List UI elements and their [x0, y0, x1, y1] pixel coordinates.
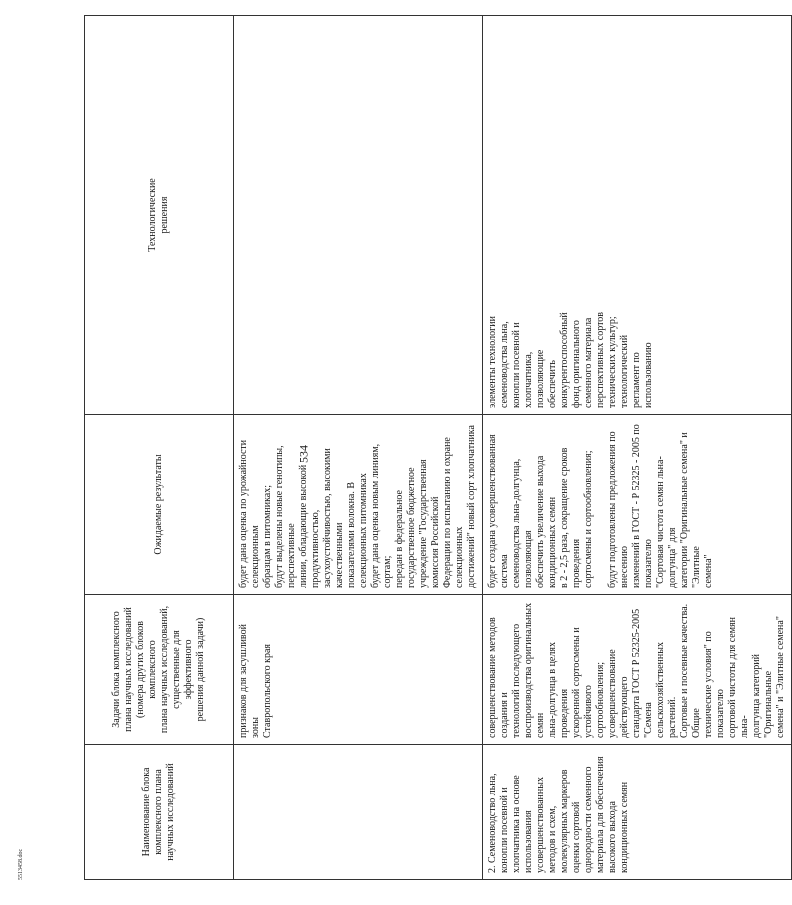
row2-tech: элементы технологии семеноводства льна, конопли посевной и хлопчатника, позволяющие обеспечить конкурентоспособный фонд оригинального семенного материала перспективных сортов технических культур; технологический регламент по использованию: [483, 16, 792, 415]
rotated-table-frame: [84, 16, 786, 880]
row2-block-cell: [483, 745, 792, 880]
row1-results: будет дана оценка по урожайности селекционным образцам в питомниках; будут выделены новые генотипы, перспективные линии, обладающие высокой продуктивностью, засухоустойчивостью, высокими качественными показателями волокна. В селекционных питомниках будет дана оценка новым линиям, сортам; передан в федеральное государственное бюджетное учреждение "Государственная комиссия Российской Федерации по испытанию и охране селекционных достижений" новый сорт хлопчатника: [234, 415, 483, 595]
table-row: [483, 16, 792, 880]
header-results: Ожидаемые результаты: [85, 415, 234, 595]
header-tech-solutions: Технологические решения: [85, 16, 234, 415]
header-block-name: Наименование блока комплексного плана научных исследований: [85, 745, 234, 880]
page-number: 534: [296, 445, 311, 463]
table-row: [234, 16, 483, 880]
header-row: [85, 16, 234, 880]
row1-block: [234, 745, 483, 880]
row2-results: будет создана усовершенствованная система семеноводства льна-долгунца, позволяющая обеспечить увеличение выхода кондиционных семян в 2 - 2,5 раза, сокращение сроков проведения сортосмены и сортообновления; будут подготовлены предложения по внесению изменений в ГОСТ - Р 52325 - 2005 по показателю "Сортовая чистота семян льна-долгунца" для категории "Оригинальные семена" и "Элитные семена": [483, 415, 792, 595]
row2-tasks: совершенствование методов создания и технологий последующего воспроизводства оригинальных семян льна-долгунца в целях проведения ускоренной сортосмены и устойчивого сортообновления; усовершенствование действующего стандарта ГОСТ Р 52325-2005 "Семена сельскохозяйственных растений. Сортовые и посевные качества. Общие технические условия" по показателю сортовой чистоты для семян льна- долгунца категорий "Оригинальные семена" и "Элитные семена": [483, 595, 792, 745]
file-footer: 5513458.doc: [18, 848, 24, 880]
row2-block: Семеноводство льна, конопли посевной и хлопчатника на основе использования усовершенствованных методов и схем, молекулярных маркеров оценки сортовой однородности семенного материала для обеспечения высокого выхода кондиционных семян: [487, 756, 630, 873]
row2-number: 2.: [487, 865, 498, 873]
header-tasks: Задачи блока комплексного плана научных исследований (номера других блоков комплексного плана научных исследований, существенные для эффективного решения данной задачи): [85, 595, 234, 745]
row1-tasks: признаков для засушливой зоны Ставропольского края: [234, 595, 483, 745]
research-plan-table: [84, 15, 792, 880]
row1-tech: [234, 16, 483, 415]
